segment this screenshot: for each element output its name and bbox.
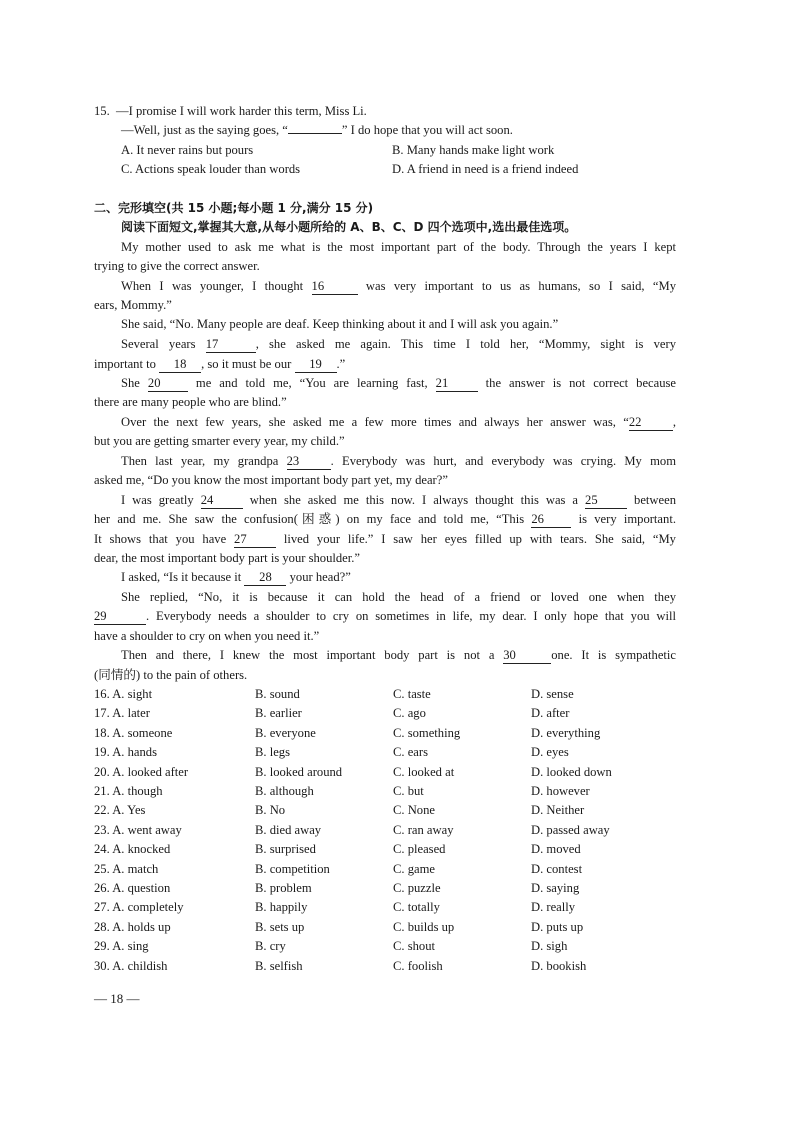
passage-line: (同情的) to the pain of others. xyxy=(94,668,248,682)
option-b: B. cry xyxy=(255,939,286,954)
option-a: 18. A. someone xyxy=(94,725,173,740)
option-row xyxy=(94,821,734,840)
passage-line: Several years 17 , she asked me again. This time I told her, “Mommy, sight is very xyxy=(121,337,677,351)
option-row xyxy=(94,879,734,898)
option-b: B. although xyxy=(255,784,314,798)
passage-line: have a shoulder to cry on when you need it.” xyxy=(94,629,320,643)
option-row xyxy=(94,937,734,956)
option-b: B. sound xyxy=(255,687,300,701)
option-a: 22. A. Yes xyxy=(94,803,146,818)
option-d: D. saying xyxy=(531,881,580,895)
option-d: D. looked down xyxy=(531,764,612,779)
q15-dialogue-2-end: ” I do hope that you will act soon. xyxy=(341,123,513,137)
option-row xyxy=(94,763,734,782)
q15-line2 xyxy=(121,121,513,140)
option-a: 24. A. knocked xyxy=(94,842,171,857)
option-b: B. No xyxy=(255,803,286,818)
option-a: 19. A. hands xyxy=(94,745,157,760)
q15-dialogue-2-start: —Well, just as the saying goes, “ xyxy=(121,123,288,137)
option-c: C. pleased xyxy=(393,842,446,857)
option-d: D. eyes xyxy=(531,745,569,760)
passage-line: ears, Mommy.” xyxy=(94,298,172,312)
option-c: C. totally xyxy=(393,900,440,915)
option-b: B. looked around xyxy=(255,764,343,779)
option-a: 27. A. completely xyxy=(94,900,184,915)
option-c: C. ran away xyxy=(393,822,454,837)
option-row xyxy=(94,801,734,820)
q15-option-a: A. It never rains but pours xyxy=(121,143,254,157)
q15-line1 xyxy=(94,102,367,121)
passage-line: Then and there, I knew the most important body part is not a 30 one. It is sympathetic xyxy=(121,648,676,662)
passage-line: Then last year, my grandpa 23 . Everybody was hurt, and everybody was crying. My mom xyxy=(121,454,676,468)
option-b: B. earlier xyxy=(255,706,302,721)
option-row xyxy=(94,898,734,917)
blank-19: 19 xyxy=(295,356,337,373)
q15-option-d: D. A friend in need is a friend indeed xyxy=(392,162,579,176)
blank-28: 28 xyxy=(244,569,286,586)
blank-18: 18 xyxy=(159,356,201,373)
option-b: B. sets up xyxy=(255,919,305,934)
option-c: C. something xyxy=(393,725,461,740)
blank-27: 27 xyxy=(234,531,276,548)
option-b: B. problem xyxy=(255,881,312,895)
option-row xyxy=(94,782,734,801)
section-instruction: 阅读下面短文,掌握其大意,从每小题所给的 A、B、C、D 四个选项中,选出最佳选项。 xyxy=(121,220,577,234)
passage-line: My mother used to ask me what is the most important part of the body. Through the years I kept xyxy=(121,240,676,254)
option-row xyxy=(94,860,734,879)
option-b: B. everyone xyxy=(255,725,316,740)
option-b: B. competition xyxy=(255,861,330,876)
blank-24: 24 xyxy=(201,492,243,509)
passage-line: trying to give the correct answer. xyxy=(94,259,260,273)
passage-line: When I was younger, I thought 16 was very important to us as humans, so I said, “My xyxy=(121,279,677,293)
option-a: 20. A. looked after xyxy=(94,764,189,779)
blank-21: 21 xyxy=(436,375,478,392)
option-a: 26. A. question xyxy=(94,881,171,895)
option-d: D. contest xyxy=(531,861,583,876)
option-c: C. None xyxy=(393,803,435,818)
passage-line: there are many people who are blind.” xyxy=(94,395,287,409)
option-a: 29. A. sing xyxy=(94,939,149,954)
option-d: D. moved xyxy=(531,842,581,857)
passage-line: I was greatly 24 when she asked me this now. I always thought this was a 25 between xyxy=(121,493,676,507)
option-c: C. game xyxy=(393,861,435,876)
option-b: B. happily xyxy=(255,900,308,915)
section-title: 二、完形填空(共 15 小题;每小题 1 分,满分 15 分) xyxy=(94,201,374,215)
option-a: 28. A. holds up xyxy=(94,919,171,934)
option-b: B. died away xyxy=(255,822,322,837)
option-d: D. after xyxy=(531,706,570,721)
option-a: 23. A. went away xyxy=(94,822,182,837)
option-d: D. sense xyxy=(531,687,574,701)
option-c: C. builds up xyxy=(393,919,455,934)
passage-line: It shows that you have 27 lived your life.” I saw her eyes filled up with tears. She said, “My xyxy=(94,532,676,546)
option-row xyxy=(94,743,734,762)
option-row xyxy=(94,957,734,976)
blank-22: 22 xyxy=(629,414,673,431)
passage-line: her and me. She saw the confusion(困惑) on my face and told me, “This 26 is very important. xyxy=(94,512,676,526)
option-c: C. but xyxy=(393,784,424,798)
option-row xyxy=(94,840,734,859)
option-row xyxy=(94,704,734,723)
passage-line: She 20 me and told me, “You are learning fast, 21 the answer is not correct because xyxy=(121,376,677,390)
passage-line: important to 18 , so it must be our 19 .” xyxy=(94,357,346,371)
passage-line: dear, the most important body part is your shoulder.” xyxy=(94,551,361,565)
option-c: C. looked at xyxy=(393,764,455,779)
option-d: D. bookish xyxy=(531,958,587,973)
q15-dialogue-1: —I promise I will work harder this term, Miss Li. xyxy=(116,104,367,118)
option-c: C. taste xyxy=(393,687,431,701)
option-d: D. everything xyxy=(531,725,601,740)
option-a: 17. A. later xyxy=(94,706,150,721)
q15-number: 15. xyxy=(94,104,110,118)
option-b: B. legs xyxy=(255,745,290,760)
option-row xyxy=(94,918,734,937)
option-c: C. shout xyxy=(393,939,435,954)
option-b: B. surprised xyxy=(255,842,316,857)
option-a: 25. A. match xyxy=(94,861,159,876)
option-a: 30. A. childish xyxy=(94,958,168,973)
passage-line: She replied, “No, it is because it can hold the head of a friend or loved one when they xyxy=(121,590,676,604)
blank-29: 29 xyxy=(94,608,146,625)
q15-option-b: B. Many hands make light work xyxy=(392,143,555,157)
option-c: C. puzzle xyxy=(393,881,441,895)
option-row xyxy=(94,685,734,704)
passage-line: She said, “No. Many people are deaf. Keep thinking about it and I will ask you again.” xyxy=(121,317,559,331)
blank-17: 17 xyxy=(206,336,256,353)
option-c: C. ago xyxy=(393,706,426,721)
passage-line: 29 . Everybody needs a shoulder to cry on sometimes in life, my dear. I only hope that you will xyxy=(94,609,676,623)
page-number: — 18 — xyxy=(94,991,140,1006)
blank-23: 23 xyxy=(287,453,331,470)
q15-option-c: C. Actions speak louder than words xyxy=(121,162,301,176)
option-d: D. puts up xyxy=(531,919,584,934)
blank-25: 25 xyxy=(585,492,627,509)
blank-16: 16 xyxy=(312,278,358,295)
option-d: D. sigh xyxy=(531,939,568,954)
blank-26: 26 xyxy=(531,511,571,528)
option-b: B. selfish xyxy=(255,958,303,973)
passage-line: Over the next few years, she asked me a few more times and always her answer was, “22 , xyxy=(121,415,676,429)
option-a: 21. A. though xyxy=(94,784,163,798)
option-a: 16. A. sight xyxy=(94,687,153,701)
q15-blank xyxy=(288,133,342,134)
option-c: C. foolish xyxy=(393,958,443,973)
option-c: C. ears xyxy=(393,745,428,760)
option-d: D. passed away xyxy=(531,822,610,837)
option-d: D. really xyxy=(531,900,576,915)
blank-20: 20 xyxy=(148,375,188,392)
passage-line: but you are getting smarter every year, my child.” xyxy=(94,434,345,448)
option-row xyxy=(94,724,734,743)
option-d: D. however xyxy=(531,784,590,798)
passage-line: asked me, “Do you know the most important body part yet, my dear?” xyxy=(94,473,448,487)
passage-line: I asked, “Is it because it 28 your head?” xyxy=(121,570,351,584)
blank-30: 30 xyxy=(503,647,551,664)
option-d: D. Neither xyxy=(531,803,585,818)
